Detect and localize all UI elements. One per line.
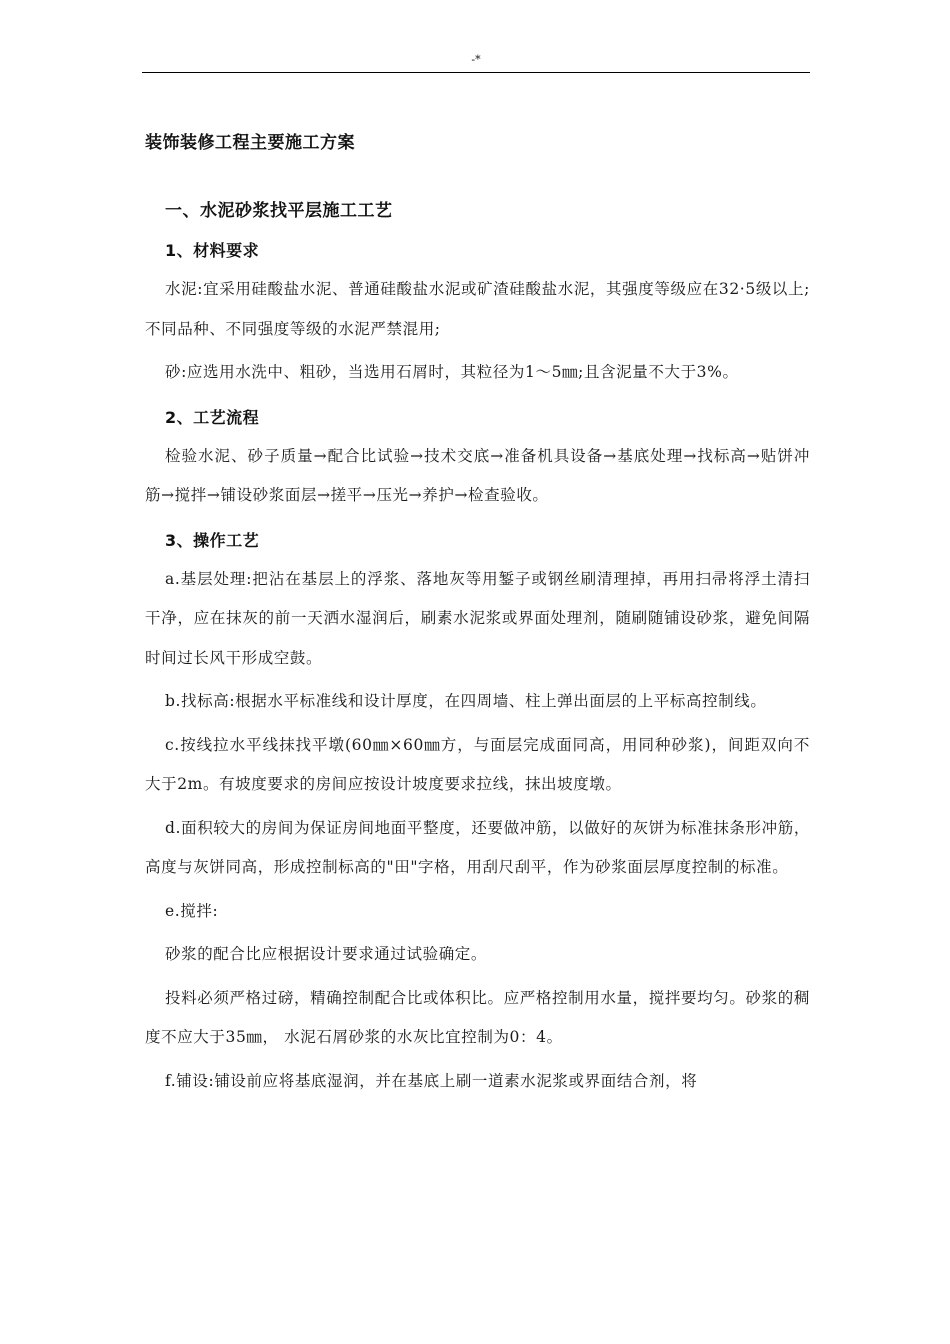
document-body [145,128,810,1101]
subsection-title-operation: 3、操作工艺 [165,530,260,550]
section-title: 一、水泥砂浆找平层施工工艺 [165,201,393,221]
paragraph-step-f: f.铺设:铺设前应将基底湿润，并在基底上刷一道素水泥浆或界面结合剂，将 [165,1071,698,1090]
paragraph-step-e-1: 砂浆的配合比应根据设计要求通过试验确定。 [165,945,488,963]
page-header [142,52,810,73]
paragraph-step-e: e.搅拌: [165,901,219,920]
paragraph-process-flow: 检验水泥、砂子质量→配合比试验→技术交底→准备机具设备→基底处理→找标高→贴饼冲筋→搅拌→铺设砂浆面层→搓平→压光→养护→检查验收。 [145,446,810,504]
paragraph-step-b: b.找标高:根据水平标准线和设计厚度，在四周墙、柱上弹出面层的上平标高控制线。 [165,692,767,710]
header-mark: -* [471,53,481,66]
paragraph-cement: 水泥:宜采用硅酸盐水泥、普通硅酸盐水泥或矿渣硅酸盐水泥，其强度等级应在32·5级以上;不同品种、不同强度等级的水泥严禁混用; [145,280,810,338]
paragraph-step-c: c.按线拉水平线抹找平墩(60㎜×60㎜方，与面层完成面同高，用同种砂浆)，间距双向不大于2m。有坡度要求的房间应按设计坡度要求拉线，抹出坡度墩。 [145,735,810,793]
document-title: 装饰装修工程主要施工方案 [145,133,355,153]
paragraph-sand: 砂:应选用水洗中、粗砂，当选用石屑时，其粒径为1～5㎜;且含泥量不大于3%。 [165,363,739,381]
paragraph-step-a: a.基层处理:把沾在基层上的浮浆、落地灰等用錾子或钢丝刷清理掉，再用扫帚将浮土清扫干净，应在抹灰的前一天洒水湿润后，刷素水泥浆或界面处理剂，随刷随铺设砂浆，避免间隔时间过长风干形成空鼓。 [145,569,810,667]
paragraph-step-d: d.面积较大的房间为保证房间地面平整度，还要做冲筋，以做好的灰饼为标准抹条形冲筋，高度与灰饼同高，形成控制标高的"田"字格，用刮尺刮平，作为砂浆面层厚度控制的标准。 [145,818,810,876]
paragraph-step-e-2: 投料必须严格过磅，精确控制配合比或体积比。应严格控制用水量，搅拌要均匀。砂浆的稠度不应大于35㎜， 水泥石屑砂浆的水灰比宜控制为0：4。 [145,988,810,1046]
subsection-title-materials: 1、材料要求 [165,241,260,260]
subsection-title-process: 2、工艺流程 [165,407,260,427]
